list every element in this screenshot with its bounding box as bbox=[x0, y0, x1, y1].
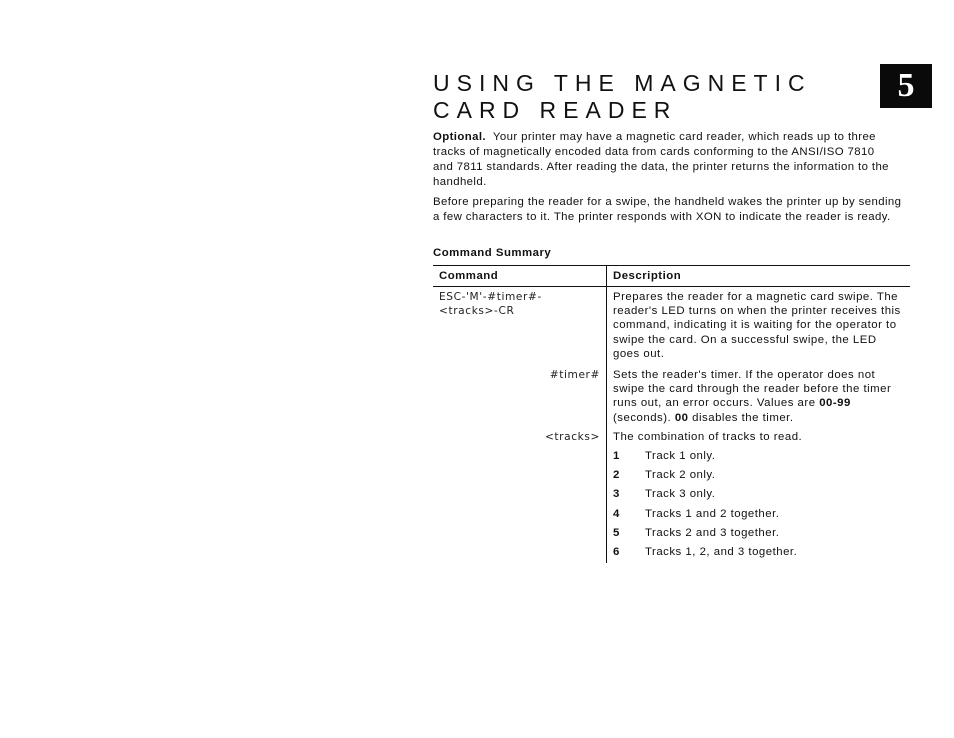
track-option-text: Track 3 only. bbox=[645, 488, 716, 500]
command-summary-table bbox=[433, 265, 910, 563]
command-syntax: ESC-'M'-#timer#-<tracks>-CR bbox=[439, 291, 542, 317]
table-header bbox=[433, 265, 910, 287]
wake-paragraph: Before preparing the reader for a swipe, the handheld wakes the printer up by sending a few characters to it. The printer responds with XON to indicate the reader is ready. bbox=[433, 196, 902, 223]
track-option-code: 6 bbox=[613, 546, 620, 558]
timer-zero: 00 bbox=[674, 411, 689, 424]
header-command: Command bbox=[439, 270, 499, 282]
command-summary-heading: Command Summary bbox=[433, 247, 552, 259]
intro-text: Your printer may have a magnetic card reader, which reads up to three tracks of magnetically encoded data from cards conforming to the ANSI/ISO 7810 and 7811 standards. After reading the data, the printer returns the information to the handheld. bbox=[433, 131, 889, 188]
tracks-description: The combination of tracks to read. bbox=[613, 431, 803, 443]
command-description: Prepares the reader for a magnetic card swipe. The reader's LED turns on when the printer receives this command, indicating it is waiting for the operator to swipe the card. On a successful swipe, the LED goes out. bbox=[613, 291, 901, 360]
track-option-text: Track 2 only. bbox=[645, 469, 716, 481]
intro-paragraph bbox=[433, 130, 893, 190]
tracks-param: <tracks> bbox=[544, 431, 600, 443]
optional-label: Optional. bbox=[433, 131, 486, 143]
track-option-text: Tracks 2 and 3 together. bbox=[645, 527, 780, 539]
track-option-code: 4 bbox=[613, 508, 620, 520]
track-option-code: 1 bbox=[613, 450, 620, 462]
track-option-text: Tracks 1, 2, and 3 together. bbox=[645, 546, 798, 558]
timer-description: Sets the reader's timer. If the operator does not swipe the card through the reader before the timer runs out, an error occurs. Values are 00-99 (seconds). 00 disables the timer. bbox=[613, 369, 892, 424]
page-title: USING THE MAGNETIC CARD READER bbox=[433, 70, 812, 123]
chapter-number-tab: 5 bbox=[880, 64, 932, 108]
track-option-text: Tracks 1 and 2 together. bbox=[645, 508, 780, 520]
header-description: Description bbox=[613, 270, 682, 282]
track-option-code: 2 bbox=[613, 469, 620, 481]
timer-param: #timer# bbox=[549, 369, 600, 381]
track-option-text: Track 1 only. bbox=[645, 450, 716, 462]
table-body bbox=[433, 287, 910, 563]
track-option-code: 3 bbox=[613, 488, 620, 500]
track-option-code: 5 bbox=[613, 527, 620, 539]
timer-range: 00-99 bbox=[819, 397, 851, 410]
